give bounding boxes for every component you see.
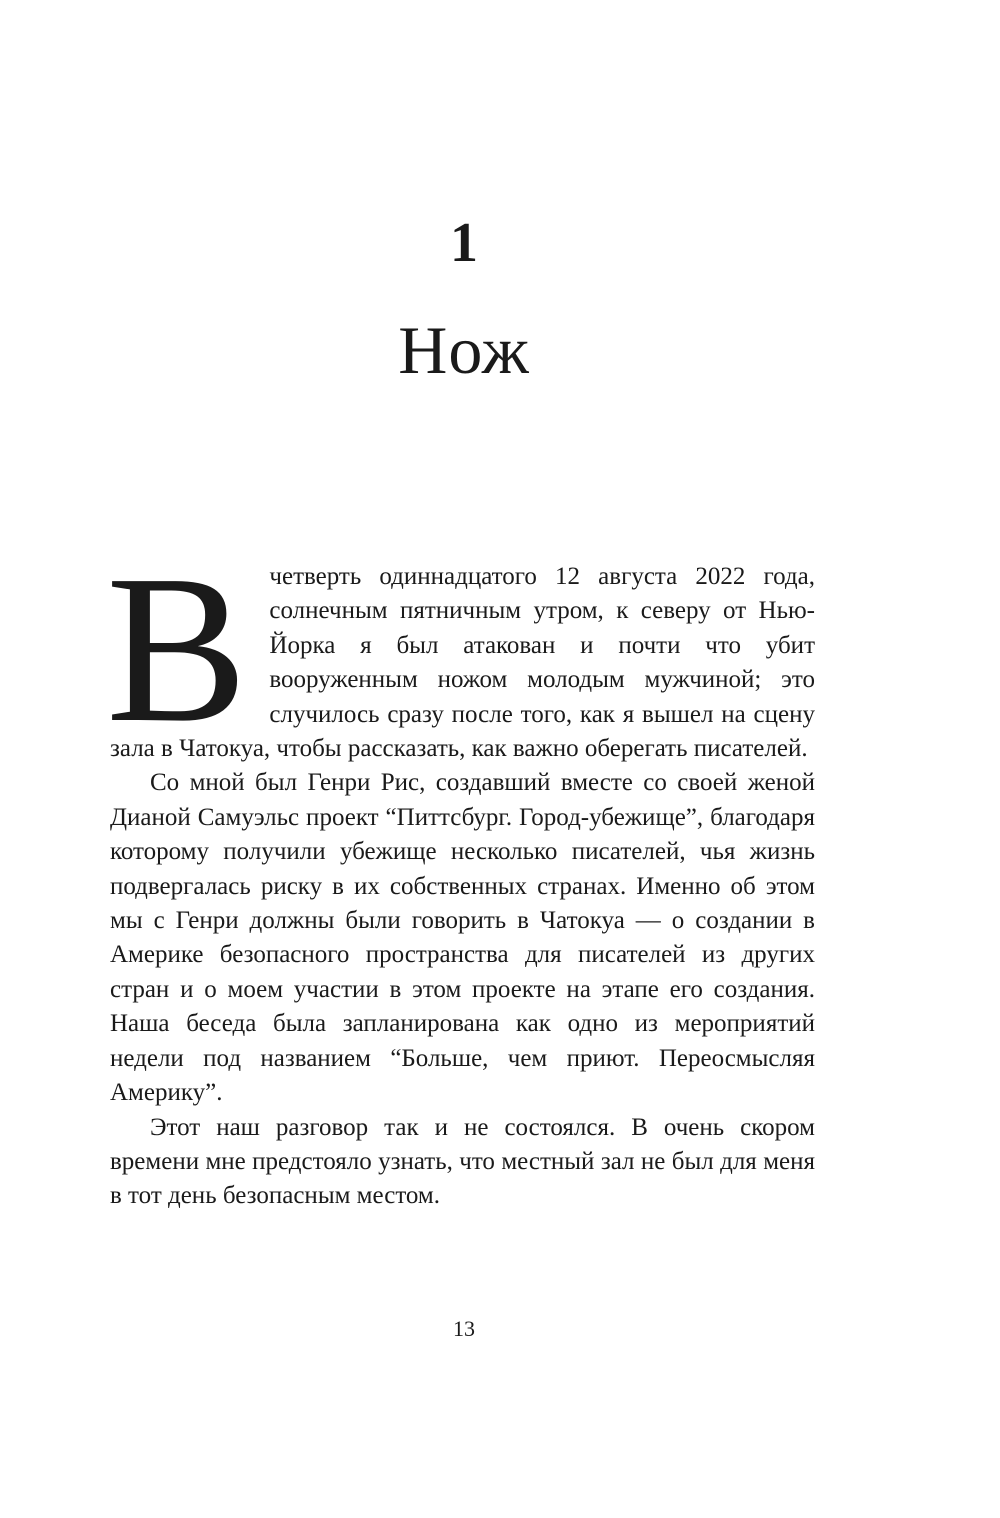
chapter-body	[106, 531, 815, 1214]
page-number: 13	[453, 1316, 475, 1341]
paragraph-1	[106, 531, 815, 766]
chapter-number: 1	[450, 212, 478, 274]
paragraph-2: Со мной был Генри Рис, создавший вместе со своей женой Дианой Самуэльс проект “Питтсбург. Город-убежище”, благодаря которому получили убежище несколько писателей, чья жизнь подвергалась риску в их собственных странах. Именно об этом мы с Генри должны были говорить в Чатокуа — о создании в Америке безопасного пространства для писателей из других стран и о моем участии в этом проекте на этапе его создания. Наша беседа была запланирована как одно из мероприятий недели под названием “Больше, чем приют. Переосмысляя Америку”.	[110, 769, 815, 1107]
paragraph-1-text: четверть одиннадцатого 12 августа 2022 года, солнечным пятничным утром, к северу от Нью-Йорка я был атакован и почти что убит вооруженным ножом молодым мужчиной; это случилось сразу после того, как я вышел на сцену зала в Чатокуа, чтобы рассказать, как важно оберегать писателей.	[110, 563, 815, 763]
dropcap-letter: В	[106, 531, 248, 766]
chapter-title: Нож	[398, 312, 530, 388]
paragraph-3: Этот наш разговор так и не состоялся. В очень скором времени мне предстояло узнать, что местный зал не был для меня в тот день безопасным местом.	[110, 1113, 815, 1210]
